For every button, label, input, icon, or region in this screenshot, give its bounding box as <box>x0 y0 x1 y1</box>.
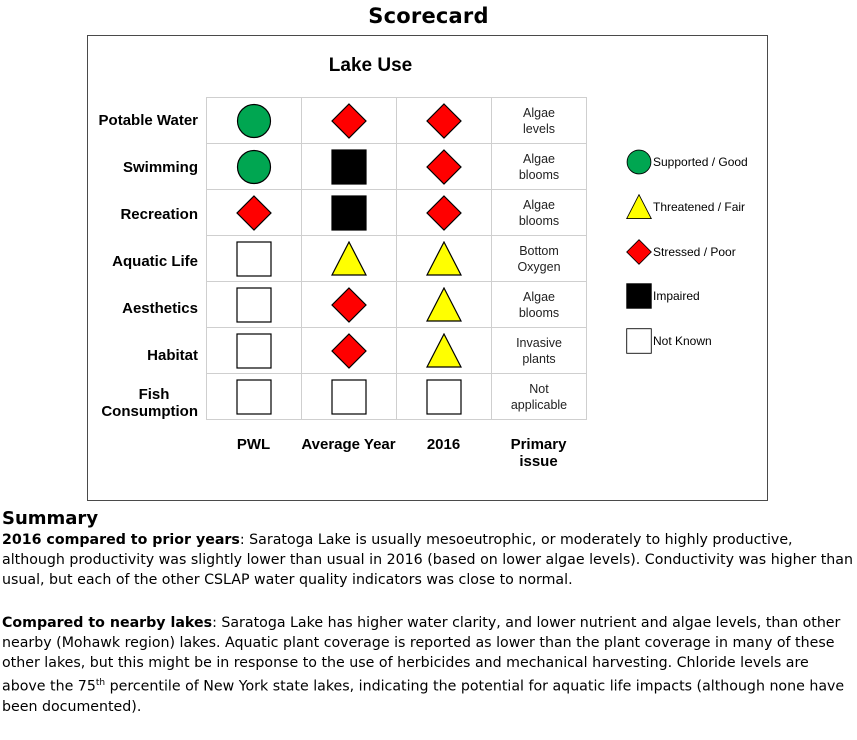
cell-y2016 <box>397 282 492 328</box>
cell-avg <box>302 236 397 282</box>
cell-avg <box>302 374 397 420</box>
cell-pwl <box>207 328 302 374</box>
yellow-triangle-icon <box>426 333 462 369</box>
cell-primary-issue <box>492 282 587 328</box>
column-label-average-year: Average Year <box>301 436 396 453</box>
row-label-potable-water: Potable Water <box>98 112 198 129</box>
primary-issue-line-2: plants <box>522 351 556 366</box>
yellow-triangle-icon <box>426 241 462 277</box>
red-diamond-icon <box>236 195 272 231</box>
scorecard-row <box>207 282 587 328</box>
summary-p2-text-b: percentile of New York state lakes, indicating the potential for aquatic life impacts (although none have been documented). <box>2 678 845 715</box>
scorecard-title: Scorecard <box>368 4 489 28</box>
column-label-2016: 2016 <box>426 436 461 453</box>
empty-square-icon <box>236 287 272 323</box>
summary-heading: Summary <box>2 508 99 529</box>
empty-square-icon <box>236 241 272 277</box>
legend-label: Supported / Good <box>653 155 748 169</box>
empty-square-icon <box>236 379 272 415</box>
primary-issue-line-2: blooms <box>518 213 560 228</box>
scorecard-grid <box>206 97 587 420</box>
row-label-aesthetics: Aesthetics <box>122 300 198 317</box>
row-label-swimming: Swimming <box>122 159 198 176</box>
primary-issue-line-2: levels <box>523 121 555 136</box>
legend-item-impaired <box>625 282 700 310</box>
black-square-icon <box>331 195 367 231</box>
summary-section <box>2 508 855 740</box>
primary-issue-line-1: Not <box>529 381 549 396</box>
cell-pwl <box>207 374 302 420</box>
cell-primary-issue <box>492 144 587 190</box>
legend-item-threatened <box>625 193 745 221</box>
scorecard-row <box>207 190 587 236</box>
primary-issue-line-2: blooms <box>518 167 560 182</box>
legend-label: Not Known <box>653 334 712 348</box>
row-label-habitat: Habitat <box>147 347 198 364</box>
summary-p2-sup: th <box>95 678 106 688</box>
row-labels <box>88 97 198 426</box>
legend-label: Stressed / Poor <box>653 245 736 259</box>
summary-paragraph-nearby-lakes <box>2 613 855 717</box>
yellow-triangle-icon <box>626 194 652 220</box>
cell-avg <box>302 190 397 236</box>
cell-pwl <box>207 144 302 190</box>
row-label-recreation: Recreation <box>120 206 198 223</box>
summary-p2-text-a: : Saratoga Lake has higher water clarity, and lower nutrient and algae levels, than other nearby (Mohawk region) lakes. Aquatic plant coverage is reported as lower than the plant coverage in many of these other lakes, but this might be in response to the use of herbicides and mechanical harvesting. Chloride levels are above the 75 <box>2 615 841 695</box>
green-circle-icon <box>236 103 272 139</box>
yellow-triangle-icon <box>426 287 462 323</box>
cell-pwl <box>207 236 302 282</box>
row-label-fish-consumption <box>88 379 198 426</box>
row-label-consumption: Consumption <box>101 402 198 420</box>
cell-avg <box>302 98 397 144</box>
cell-y2016 <box>397 144 492 190</box>
legend-label: Threatened / Fair <box>653 200 746 214</box>
cell-pwl <box>207 282 302 328</box>
scorecard-row <box>207 144 587 190</box>
cell-y2016 <box>397 236 492 282</box>
cell-y2016 <box>397 98 492 144</box>
scorecard-panel <box>87 35 768 501</box>
red-diamond-icon <box>626 239 652 265</box>
primary-issue-line-2: Oxygen <box>517 259 561 274</box>
summary-p1-text: : Saratoga Lake is usually mesoeutrophic, or moderately to highly productive, although productivity was slightly lower than usual in 2016 (based on lower algae levels). Conductivity was higher than usual, but each of the other CSLAP water quality indicators was close to normal. <box>2 532 853 588</box>
red-diamond-icon <box>331 333 367 369</box>
legend-label: Impaired <box>653 289 700 303</box>
green-circle-icon <box>236 149 272 185</box>
black-square-icon <box>626 283 652 309</box>
primary-issue-line-2: blooms <box>518 305 560 320</box>
cell-avg <box>302 144 397 190</box>
summary-p1-lead: 2016 compared to prior years <box>2 532 240 548</box>
green-circle-icon <box>626 149 652 175</box>
primary-issue-line-1: Bottom <box>519 243 559 258</box>
scorecard-row <box>207 98 587 144</box>
cell-pwl <box>207 98 302 144</box>
cell-avg <box>302 328 397 374</box>
column-label-pwl: PWL <box>236 436 271 453</box>
cell-y2016 <box>397 190 492 236</box>
empty-square-icon <box>626 328 652 354</box>
empty-square-icon <box>236 333 272 369</box>
yellow-triangle-icon <box>331 241 367 277</box>
primary-issue-line-1: Algae <box>523 105 555 120</box>
scorecard-row <box>207 374 587 420</box>
cell-primary-issue <box>492 374 587 420</box>
cell-primary-issue <box>492 190 587 236</box>
red-diamond-icon <box>331 287 367 323</box>
scorecard-row <box>207 236 587 282</box>
column-label-primary-issue: Primary issue <box>510 436 567 470</box>
primary-issue-line-1: Algae <box>523 197 555 212</box>
primary-issue-line-2: applicable <box>510 397 568 412</box>
primary-issue-line-1: Algae <box>523 151 555 166</box>
cell-primary-issue <box>492 328 587 374</box>
cell-y2016 <box>397 374 492 420</box>
legend-item-supported <box>625 148 748 176</box>
black-square-icon <box>331 149 367 185</box>
cell-primary-issue <box>492 98 587 144</box>
legend-item-stressed <box>625 238 736 266</box>
cell-y2016 <box>397 328 492 374</box>
primary-issue-line-1: Algae <box>523 289 555 304</box>
cell-primary-issue <box>492 236 587 282</box>
red-diamond-icon <box>426 149 462 185</box>
cell-avg <box>302 282 397 328</box>
primary-issue-line-1: Invasive <box>516 335 562 350</box>
empty-square-icon <box>426 379 462 415</box>
scorecard-row <box>207 328 587 374</box>
empty-square-icon <box>331 379 367 415</box>
column-labels <box>206 436 586 470</box>
row-label-fish: Fish <box>138 385 170 403</box>
lake-use-heading: Lake Use <box>328 55 413 76</box>
cell-pwl <box>207 190 302 236</box>
red-diamond-icon <box>426 195 462 231</box>
summary-p2-lead: Compared to nearby lakes <box>2 615 213 631</box>
red-diamond-icon <box>426 103 462 139</box>
summary-paragraph-prior-years <box>2 530 855 590</box>
legend-item-unknown <box>625 327 712 355</box>
row-label-aquatic-life: Aquatic Life <box>112 253 198 270</box>
red-diamond-icon <box>331 103 367 139</box>
